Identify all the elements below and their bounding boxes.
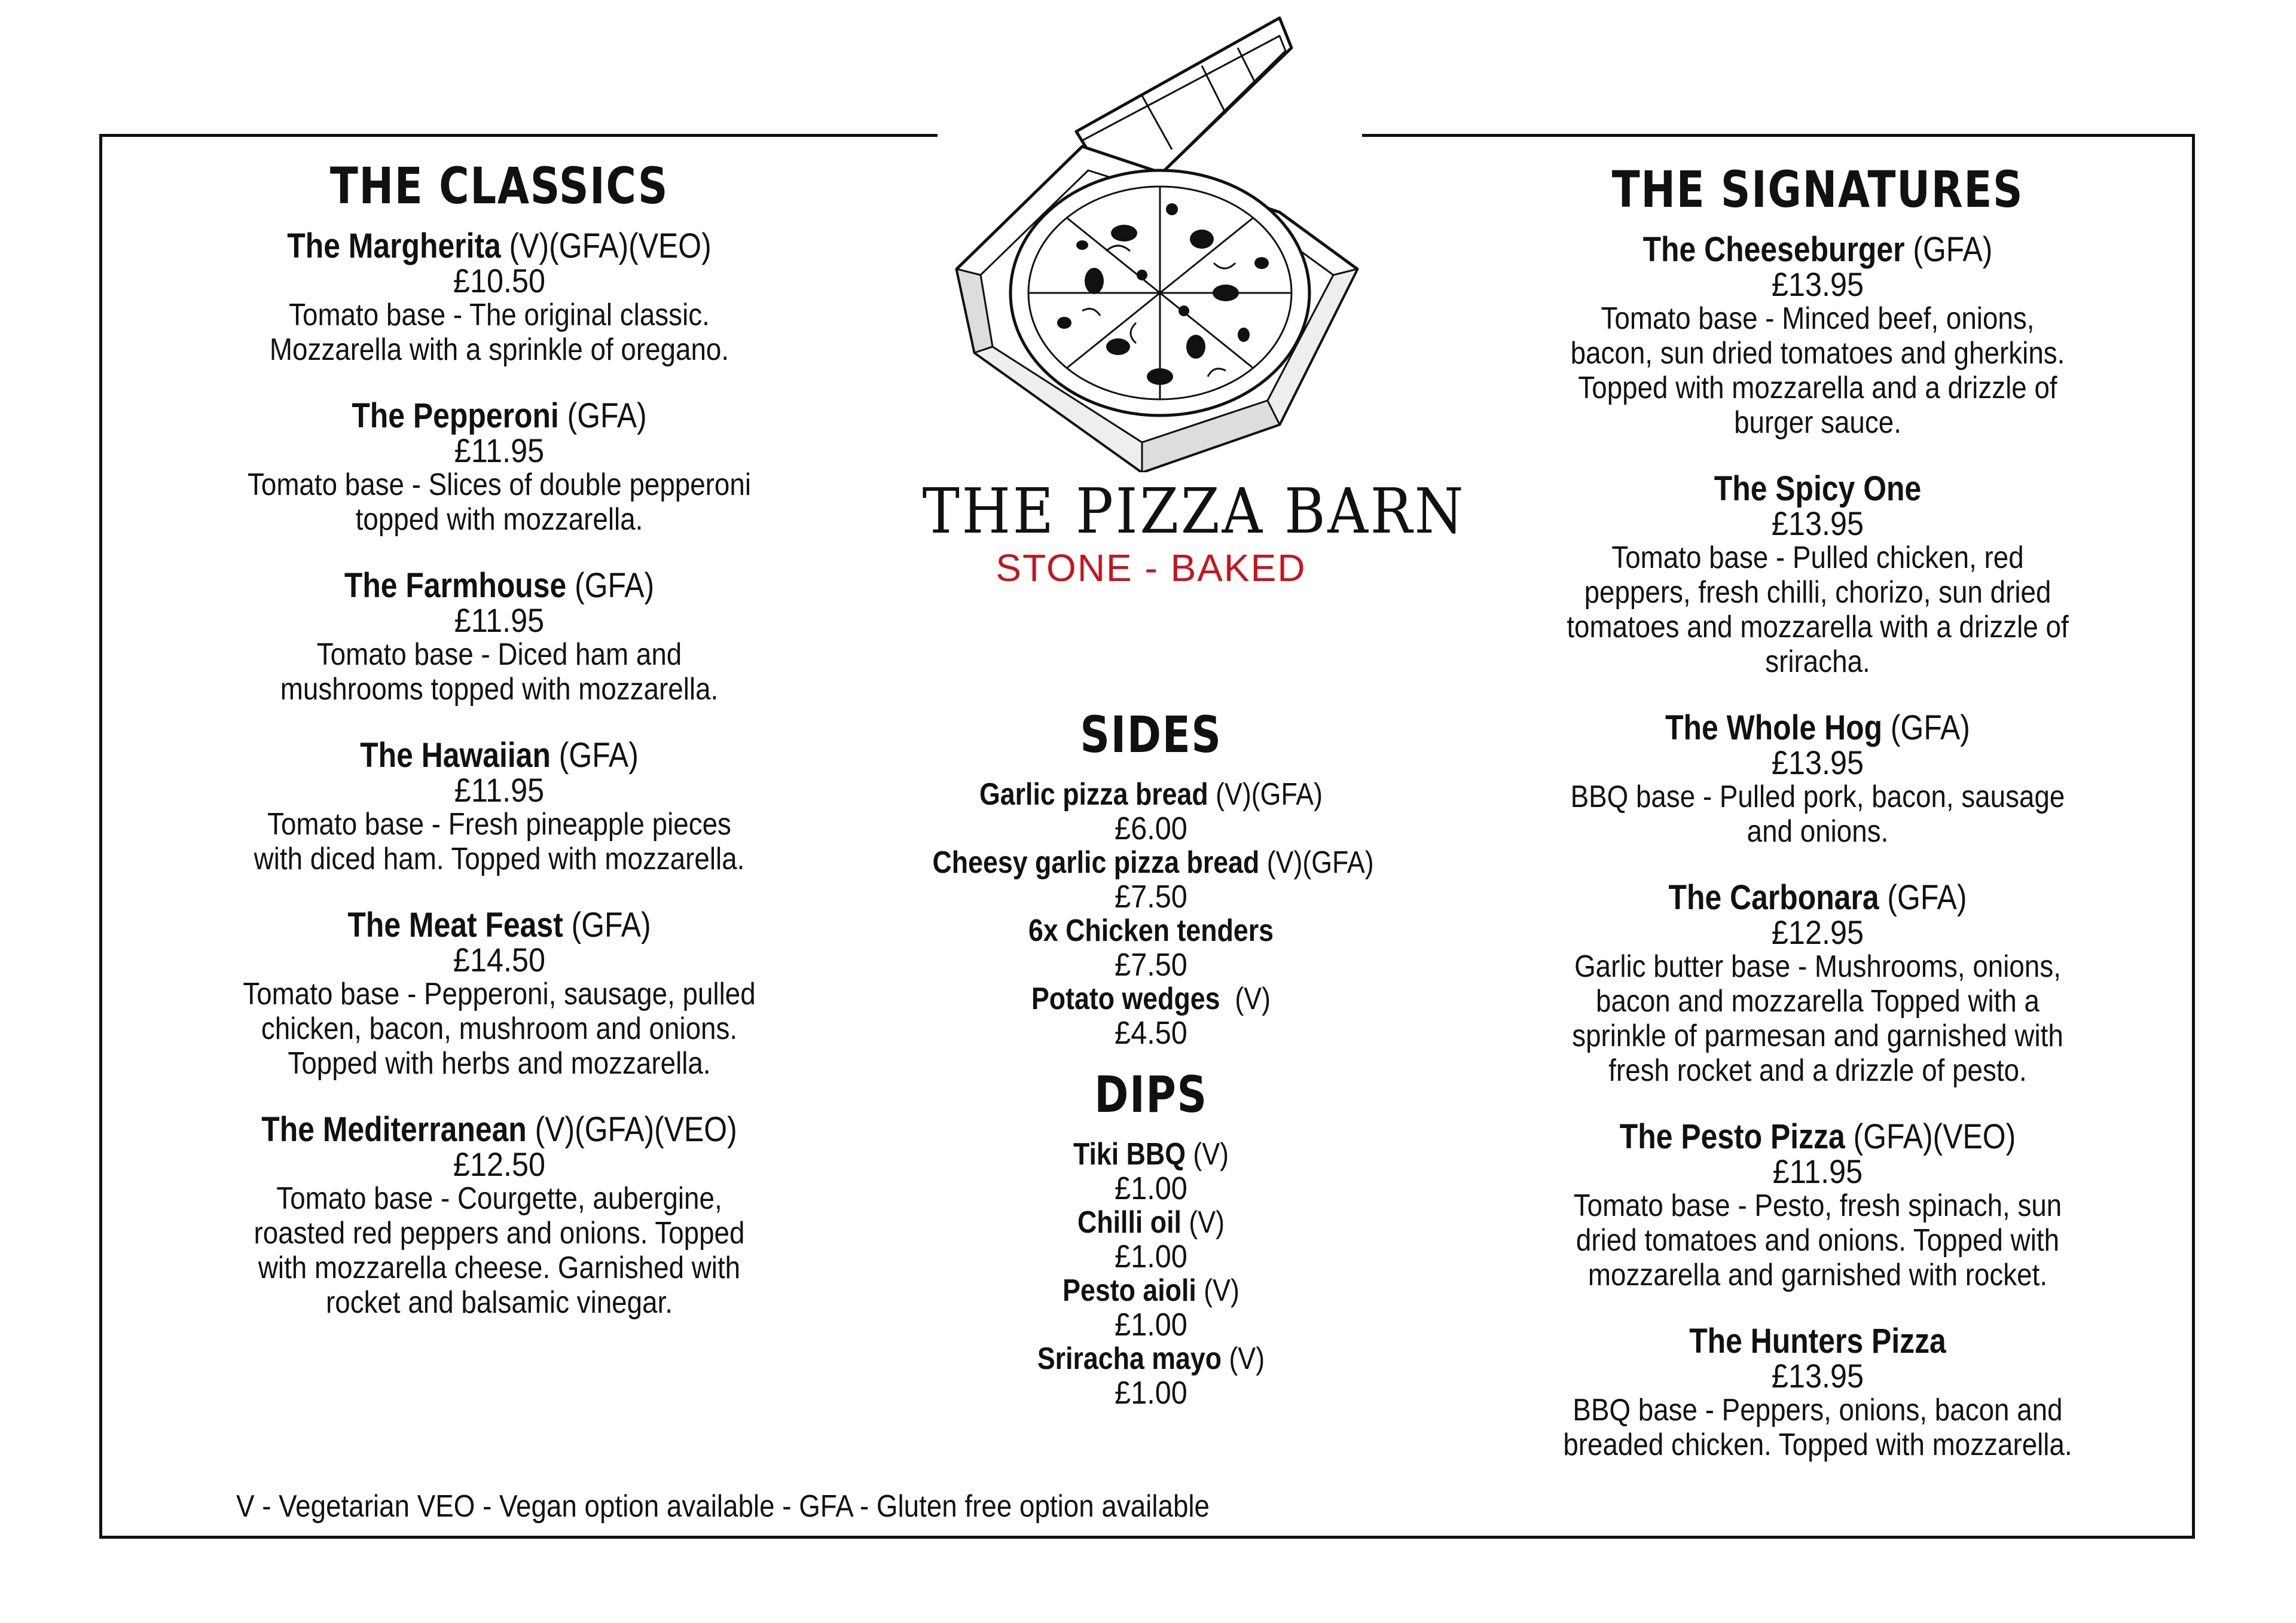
item-price: £1.00 — [1115, 1239, 1187, 1274]
menu-item — [197, 568, 801, 707]
item-diet-tags: (GFA)(VEO) — [1845, 1117, 2016, 1156]
description-line: Garlic butter base - Mushrooms, onions, — [1574, 949, 2061, 984]
sides-section — [897, 705, 1405, 1410]
item-price: £1.00 — [1115, 1375, 1187, 1411]
item-diet-tags: (V) — [1222, 1341, 1265, 1376]
item-diet-tags: (V)(GFA) — [1208, 777, 1323, 812]
description-line: Tomato base - Pesto, fresh spinach, sun — [1573, 1188, 2062, 1223]
item-diet-tags: (GFA) — [1879, 878, 1967, 917]
item-diet-tags: (GFA) — [1882, 708, 1970, 747]
item-description — [234, 1181, 765, 1320]
item-description — [1555, 301, 2081, 440]
item-name: The Farmhouse — [344, 566, 567, 605]
item-heading — [240, 398, 759, 434]
description-line: sprinkle of parmesan and garnished with — [1572, 1019, 2063, 1053]
item-description — [1555, 540, 2081, 679]
description-line: Tomato base - Fresh pineapple pieces — [267, 807, 731, 842]
item-price: £11.95 — [454, 771, 545, 809]
description-line: roasted red peppers and onions. Topped — [254, 1216, 745, 1251]
item-heading — [1561, 1119, 2075, 1155]
item-heading — [1561, 880, 2075, 916]
description-line: peppers, fresh chilli, chorizo, sun dried — [1584, 575, 2051, 610]
item-heading — [240, 907, 759, 943]
menu-item — [1519, 1324, 2117, 1462]
item-price: £10.50 — [453, 262, 546, 299]
pizza-box-icon — [945, 12, 1363, 472]
description-line: Tomato base - The original classic. — [289, 298, 710, 332]
item-price: £11.95 — [1772, 1153, 1863, 1190]
item-name: The Mediterranean — [261, 1110, 527, 1149]
menu-item — [197, 738, 801, 876]
item-diet-tags: (GFA) — [550, 736, 639, 775]
item-price: £13.95 — [1771, 744, 1864, 781]
item-description — [234, 807, 765, 876]
item-name: 6x Chicken tenders — [1028, 913, 1274, 948]
item-price: £1.00 — [1115, 1170, 1187, 1206]
item-diet-tags: (V) — [1196, 1273, 1239, 1308]
dips-item — [897, 1273, 1405, 1341]
description-line: Tomato base - Courgette, aubergine, — [276, 1181, 722, 1216]
item-heading — [933, 1273, 1370, 1308]
item-name: The Pesto Pizza — [1619, 1117, 1845, 1156]
dips-list — [897, 1137, 1405, 1410]
description-line: Topped with mozzarella and a drizzle of — [1578, 371, 2057, 405]
item-description — [234, 637, 765, 707]
item-heading — [1561, 471, 2075, 507]
description-line: topped with mozzarella. — [355, 502, 643, 537]
item-description — [234, 467, 765, 537]
item-heading — [240, 228, 759, 264]
description-line: BBQ base - Pulled pork, bacon, sausage — [1570, 780, 2065, 814]
item-description — [1555, 949, 2081, 1088]
menu-item — [197, 398, 801, 537]
item-heading — [933, 913, 1370, 948]
item-name: The Margherita — [287, 227, 501, 265]
item-description — [1555, 1188, 2081, 1292]
sides-title: SIDES — [1080, 705, 1222, 764]
item-diet-tags: (GFA) — [1904, 230, 1993, 269]
item-heading — [240, 1112, 759, 1148]
item-heading — [933, 1341, 1370, 1376]
item-price: £11.95 — [454, 601, 545, 639]
item-heading — [240, 568, 759, 604]
item-name: The Hawaiian — [360, 736, 551, 775]
dietary-legend: V - Vegetarian VEO - Vegan option available - GFA - Gluten free option available — [236, 1489, 1210, 1524]
menu-item — [1519, 880, 2117, 1088]
menu-item — [197, 228, 801, 367]
item-heading — [933, 1137, 1370, 1172]
menu-item — [1519, 471, 2117, 679]
dips-item — [897, 1341, 1405, 1410]
item-name: Cheesy garlic pizza bread — [932, 845, 1260, 880]
menu-item — [197, 907, 801, 1081]
description-line: rocket and balsamic vinegar. — [326, 1285, 673, 1320]
signatures-title: THE SIGNATURES — [1611, 160, 2024, 219]
item-name: Potato wedges — [1031, 982, 1220, 1016]
menu-item — [197, 1112, 801, 1320]
item-diet-tags: (GFA) — [566, 566, 655, 605]
sides-item — [897, 982, 1405, 1050]
signatures-list — [1519, 232, 2117, 1462]
description-line: bacon and mozzarella Topped with a — [1596, 984, 2039, 1019]
item-price: £4.50 — [1115, 1015, 1187, 1051]
description-line: mushrooms topped with mozzarella. — [280, 672, 719, 707]
dips-title: DIPS — [1094, 1065, 1208, 1124]
item-heading — [933, 1205, 1370, 1240]
item-price: £12.95 — [1771, 913, 1864, 951]
description-line: chicken, bacon, mushroom and onions. — [261, 1011, 738, 1046]
item-price: £7.50 — [1115, 947, 1187, 983]
menu-item — [1519, 710, 2117, 849]
brand-block — [897, 475, 1466, 592]
item-description — [234, 977, 765, 1081]
item-heading — [240, 738, 759, 774]
item-diet-tags: (V)(GFA) — [1259, 845, 1374, 880]
description-line: Tomato base - Pepperoni, sausage, pulled — [243, 977, 756, 1011]
dips-item — [897, 1205, 1405, 1273]
description-line: Mozzarella with a sprinkle of oregano. — [269, 332, 729, 367]
item-name: The Cheeseburger — [1642, 230, 1905, 269]
description-line: mozzarella and garnished with rocket. — [1587, 1258, 2048, 1292]
item-name: The Spicy One — [1714, 469, 1922, 508]
item-name: Pesto aioli — [1062, 1273, 1196, 1308]
sides-item — [897, 913, 1405, 982]
brand-name: THE PIZZA BARN — [922, 475, 1466, 548]
menu-item — [1519, 1119, 2117, 1292]
item-diet-tags: (GFA) — [563, 906, 651, 945]
item-name: Chilli oil — [1077, 1205, 1181, 1240]
description-line: Tomato base - Slices of double pepperoni — [247, 467, 751, 502]
item-name: Garlic pizza bread — [979, 777, 1208, 812]
item-name: The Hunters Pizza — [1689, 1322, 1946, 1361]
description-line: with diced ham. Topped with mozzarella. — [254, 842, 745, 876]
brand-tagline: STONE - BAKED — [996, 546, 1306, 589]
classics-list — [197, 228, 801, 1320]
item-heading — [1561, 232, 2075, 268]
description-line: bacon, sun dried tomatoes and gherkins. — [1570, 336, 2065, 371]
description-line: BBQ base - Peppers, onions, bacon and — [1573, 1393, 2063, 1428]
dips-item — [897, 1137, 1405, 1205]
item-description — [1555, 1393, 2081, 1462]
sides-item — [897, 777, 1405, 845]
item-description — [234, 298, 765, 367]
item-price: £1.00 — [1115, 1307, 1187, 1343]
description-line: dried tomatoes and onions. Topped with — [1576, 1223, 2060, 1258]
item-heading — [1561, 710, 2075, 746]
description-line: Tomato base - Diced ham and — [316, 637, 682, 672]
item-name: The Carbonara — [1668, 878, 1879, 917]
item-price: £14.50 — [453, 941, 546, 979]
item-description — [1555, 780, 2081, 849]
item-diet-tags: (V) — [1220, 982, 1271, 1016]
description-line: tomatoes and mozzarella with a drizzle of — [1567, 610, 2069, 644]
item-name: The Whole Hog — [1665, 708, 1883, 747]
item-price: £13.95 — [1771, 265, 1864, 303]
description-line: breaded chicken. Topped with mozzarella. — [1563, 1428, 2072, 1462]
description-line: and onions. — [1747, 814, 1889, 849]
item-heading — [933, 982, 1370, 1016]
item-diet-tags: (V) — [1185, 1137, 1229, 1172]
item-price: £13.95 — [1771, 505, 1864, 542]
item-diet-tags: (V)(GFA)(VEO) — [500, 227, 712, 265]
description-line: Tomato base - Minced beef, onions, — [1601, 301, 2035, 336]
description-line: Tomato base - Pulled chicken, red — [1611, 540, 2024, 575]
classics-section — [197, 157, 801, 1351]
item-price: £6.00 — [1115, 811, 1187, 846]
item-diet-tags: (V)(GFA)(VEO) — [526, 1110, 737, 1149]
item-name: Sriracha mayo — [1037, 1341, 1222, 1376]
item-price: £11.95 — [454, 432, 545, 469]
item-name: Tiki BBQ — [1073, 1137, 1186, 1172]
item-name: The Pepperoni — [352, 396, 559, 435]
item-diet-tags: (GFA) — [558, 396, 647, 435]
description-line: burger sauce. — [1734, 405, 1901, 440]
item-price: £13.95 — [1771, 1357, 1864, 1395]
sides-item — [897, 845, 1405, 913]
signatures-section — [1519, 160, 2117, 1493]
description-line: with mozzarella cheese. Garnished with — [258, 1251, 741, 1285]
description-line: Topped with herbs and mozzarella. — [288, 1046, 711, 1081]
item-heading — [1561, 1324, 2075, 1359]
item-heading — [933, 777, 1370, 812]
item-name: The Meat Feast — [347, 906, 563, 945]
description-line: sriracha. — [1765, 644, 1870, 679]
item-price: £7.50 — [1115, 879, 1187, 915]
item-price: £12.50 — [453, 1145, 546, 1183]
item-heading — [932, 845, 1374, 880]
item-diet-tags: (V) — [1181, 1205, 1225, 1240]
menu-item — [1519, 232, 2117, 440]
sides-list — [897, 777, 1405, 1050]
classics-title: THE CLASSICS — [329, 157, 669, 215]
description-line: fresh rocket and a drizzle of pesto. — [1608, 1053, 2027, 1088]
